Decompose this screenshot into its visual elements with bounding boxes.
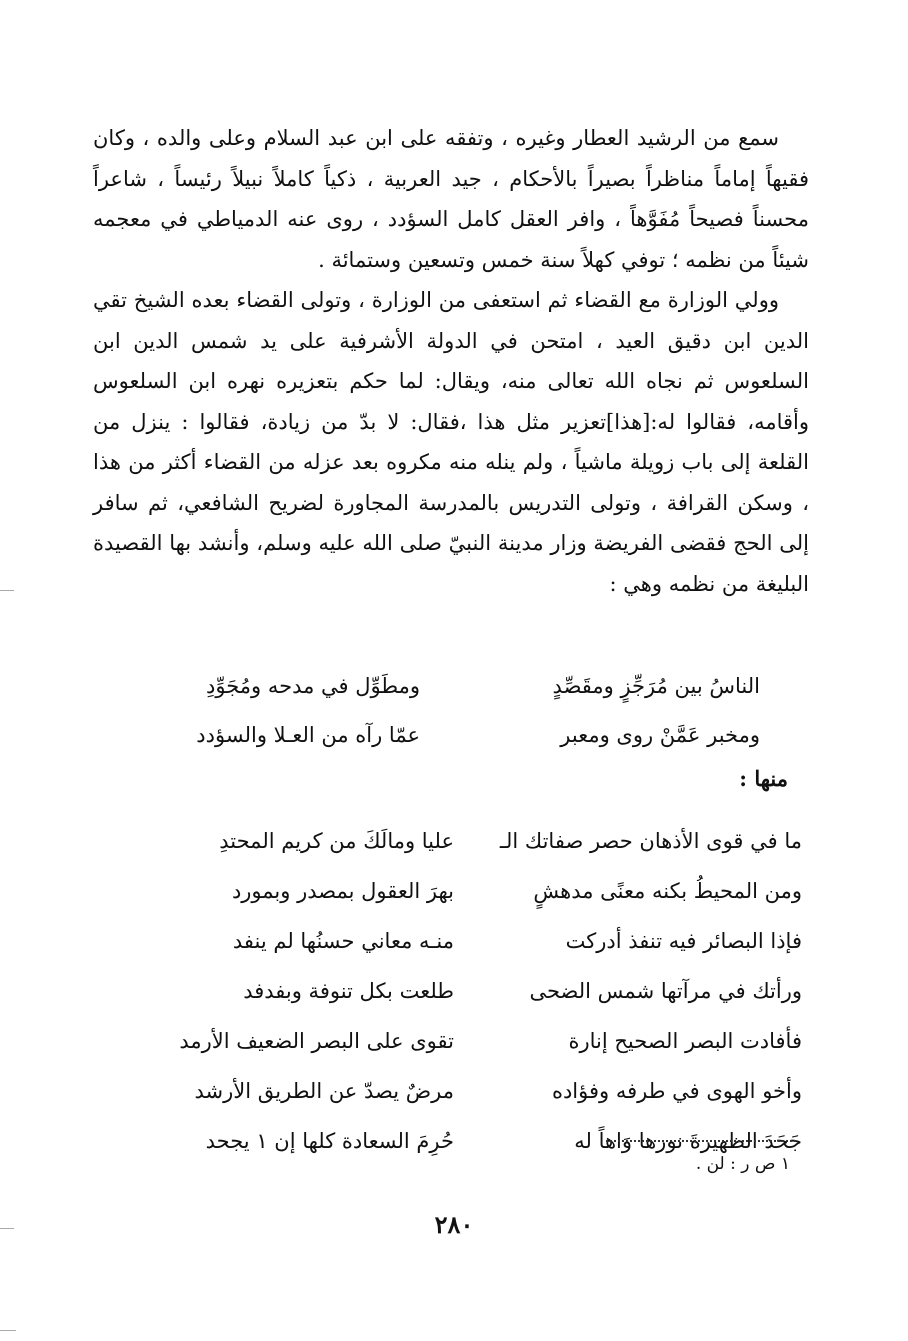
- verse-second-hemistich: ومطَوِّل في مدحه ومُجَوِّدِ: [206, 674, 420, 698]
- verse-first-hemistich: ومخبر عَمَّنْ روى ومعبر: [560, 723, 760, 747]
- poem-opening-verses: [120, 662, 760, 760]
- verse-second-hemistich: حُرِمَ السعادة كلها إن ١ يجحد: [205, 1129, 454, 1153]
- page-number: ٢٨٠: [434, 1210, 474, 1239]
- verse-line: [120, 662, 760, 711]
- verse-first-hemistich: ورأتك في مرآتها شمس الضحى: [529, 979, 802, 1003]
- verse-first-hemistich: فإذا البصائر فيه تنفذ أدركت: [565, 929, 802, 953]
- excerpt-label: منها :: [739, 766, 788, 791]
- verse-first-hemistich: جَحَدَ الظهيرةَ نورها وَاهاً له: [574, 1129, 802, 1153]
- paragraph-1: سمع من الرشيد العطار وغيره ، وتفقه على ابن عبد السلام وعلى والده ، وكان فقيهاً إماماً مناظراً بصيراً بالأحكام ، جيد العربية ، ذكياً كاملاً نبيلاً رئيساً ، شاعراً محسناً فصيحاً مُفَوَّهاً ، وافر العقل كامل السؤدد ، روى عنه الدمياطي في معجمه شيئاً من نظمه ؛ توفي كهلاً سنة خمس وتسعين وستمائة .: [93, 126, 809, 272]
- verse-first-hemistich: الناسُ بين مُرَجِّزٍ ومقَصِّدٍ: [552, 674, 760, 698]
- verse-first-hemistich: ما في قوى الأذهان حصر صفاتك الـ: [499, 829, 802, 853]
- verse-first-hemistich: ومن المحيطُ بكنه معنًى مدهشٍ: [533, 879, 802, 903]
- poem-excerpt-verses: [134, 816, 802, 1166]
- verse-second-hemistich: تقوى على البصر الضعيف الأرمد: [179, 1029, 454, 1053]
- scan-edge-mark: [0, 1228, 14, 1229]
- verse-second-hemistich: عليا ومالَكَ من كريم المحتدِ: [219, 829, 454, 853]
- verse-second-hemistich: منـه معاني حسنُها لم ينفد: [232, 929, 454, 953]
- scan-edge-mark: [0, 590, 14, 591]
- verse-line: [134, 816, 802, 866]
- verse-line: [134, 1066, 802, 1116]
- verse-first-hemistich: فأفادت البصر الصحيح إنارة: [568, 1029, 802, 1053]
- verse-line: [120, 711, 760, 760]
- footnote: ١ ص ر : لن .: [695, 1154, 790, 1174]
- verse-second-hemistich: طلعت بكل تنوفة وبفدفد: [243, 979, 454, 1003]
- verse-line: [134, 1016, 802, 1066]
- verse-second-hemistich: عمّا رآه من العـلا والسؤدد: [196, 723, 420, 747]
- verse-line: [134, 966, 802, 1016]
- paragraph-2: وولي الوزارة مع القضاء ثم استعفى من الوزارة ، وتولى القضاء بعده الشيخ تقي الدين ابن دقيق العيد ، امتحن في الدولة الأشرفية على يد شمس الدين ابن السلعوس ثم نجاه الله تعالى منه، ويقال: لما حكم بتعزيره نهره ابن السلعوس وأقامه، فقالوا له:[هذا]تعزير مثل هذا ،فقال: لا بدّ من زيادة، فقالوا : ينزل من القلعة إلى باب زويلة ماشياً ، ولم ينله منه مكروه بعد عزله من القضاء أكثر من هذا ، وسكن القرافة ، وتولى التدريس بالمدرسة المجاورة لضريح الشافعي، ثم سافر إلى الحج فقضى الفريضة وزار مدينة النبيّ صلى الله عليه وسلم، وأنشد بها القصيدة البليغة من نظمه وهي :: [93, 288, 809, 596]
- scan-edge-mark: [0, 1330, 16, 1331]
- verse-line: [134, 866, 802, 916]
- verse-second-hemistich: مرضٌ يصدّ عن الطريق الأرشد: [194, 1079, 454, 1103]
- verse-line: [134, 916, 802, 966]
- verse-second-hemistich: بهرَ العقول بمصدر وبمورد: [231, 879, 454, 903]
- prose-body: [93, 118, 809, 604]
- footnote-divider: [606, 1140, 796, 1142]
- verse-first-hemistich: وأخو الهوى في طرفه وفؤاده: [551, 1079, 802, 1103]
